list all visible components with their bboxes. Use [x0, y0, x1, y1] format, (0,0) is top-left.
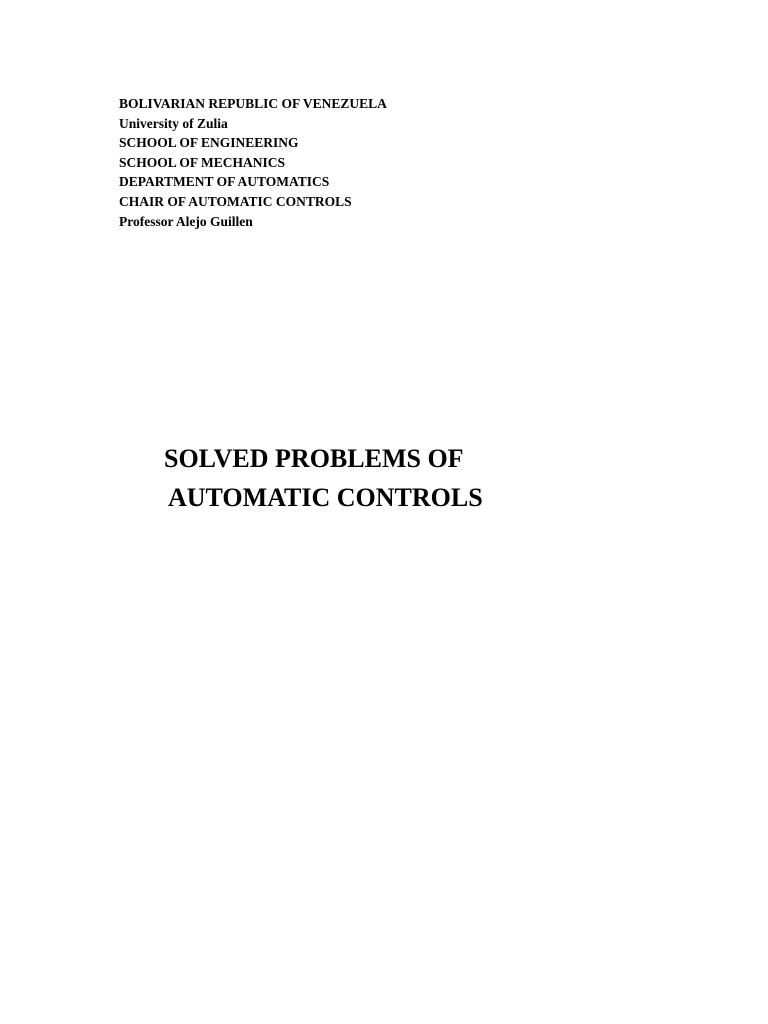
header-school-engineering: SCHOOL OF ENGINEERING — [119, 135, 299, 151]
header-country: BOLIVARIAN REPUBLIC OF VENEZUELA — [119, 96, 387, 111]
document-title-line-2: AUTOMATIC CONTROLS — [168, 483, 483, 512]
header-professor: Professor Alejo Guillen — [119, 213, 253, 229]
header-university: University of Zulia — [119, 115, 228, 131]
header-school-mechanics: SCHOOL OF MECHANICS — [119, 154, 286, 170]
institution-header — [119, 94, 387, 231]
header-chair: CHAIR OF AUTOMATIC CONTROLS — [119, 193, 352, 209]
document-title-line-1: SOLVED PROBLEMS OF — [164, 444, 464, 473]
header-department: DEPARTMENT OF AUTOMATICS — [119, 174, 330, 190]
